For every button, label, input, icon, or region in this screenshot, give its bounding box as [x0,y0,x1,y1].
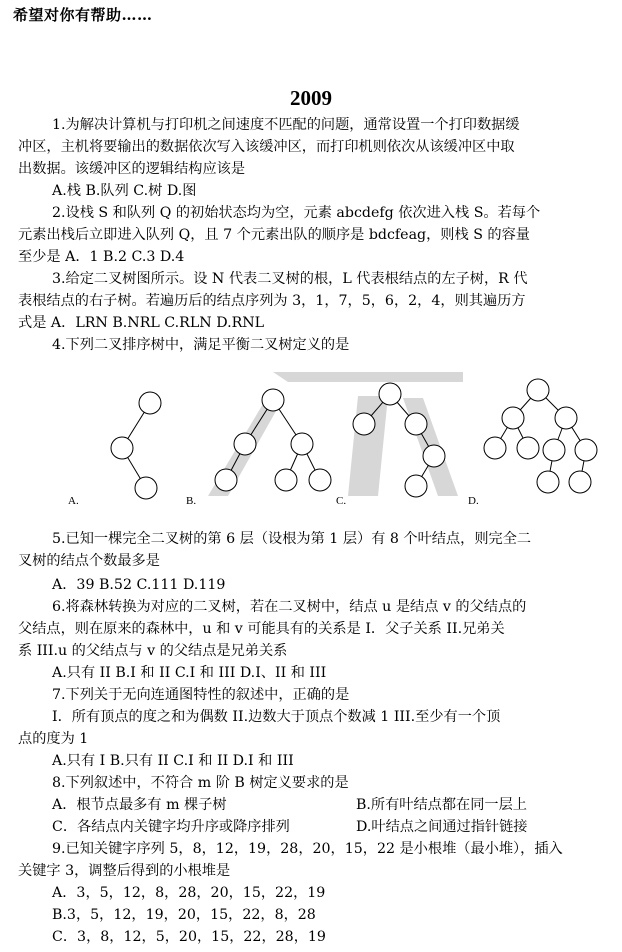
figure-label-d: D. [468,495,479,507]
exam-year-title: 2009 [290,86,332,110]
tree-b [215,389,331,491]
q6-line-2: 父结点，则在原来的森林中，u 和 v 可能具有的关系是 I．父子关系 II.兄弟关 [18,621,505,637]
q8-option-d: D.叶结点之间通过指针链接 [356,819,528,835]
q5-line-1: 5.已知一棵完全二叉树的第 6 层（设根为第 1 层）有 8 个叶结点，则完全二 [52,531,532,547]
tree-d [484,379,597,493]
q7-line-3: 点的度为 1 [18,731,89,747]
q9-line-2: 关键字 3，调整后得到的小根堆是 [18,863,231,879]
q3-line-1: 3.给定二叉树图所示。设 N 代表二叉树的根，L 代表根结点的左子树，R 代 [52,271,528,287]
q3-line-2: 表根结点的右子树。若遍历后的结点序列为 3，1，7，5，6，2，4，则其遍历方 [18,293,526,309]
figure-label-c: C. [336,495,347,507]
q8-line-1: 8.下列叙述中，不符合 m 阶 B 树定义要求的是 [52,775,349,791]
q2-line-2: 元素出栈后立即进入队列 Q，且 7 个元素出队的顺序是 bdcfeag，则栈 S 的容量 [18,227,530,243]
q1-line-1: 1.为解决计算机与打印机之间速度不匹配的问题，通常设置一个打印数据缓 [52,117,520,133]
q7-line-1: 7.下列关于无向连通图特性的叙述中，正确的是 [52,687,350,703]
q5-options: A．39 B.52 C.111 D.119 [52,577,226,593]
q9-option-a: A．3，5，12，8，28，20，15，22，19 [52,885,326,901]
q1-options: A.栈 B.队列 C.树 D.图 [52,183,197,199]
q9-line-1: 9.已知关键字序列 5，8，12，19，28，20，15，22 是小根堆（最小堆），插入 [52,841,563,857]
q9-option-b: B.3，5，12，19，20，15，22，8，28 [52,907,316,923]
q1-line-3: 出数据。该缓冲区的逻辑结构应该是 [18,161,246,177]
q6-line-3: 系 III.u 的父结点与 v 的父结点是兄弟关系 [18,643,288,659]
q2-line-1: 2.设栈 S 和队列 Q 的初始状态均为空，元素 abcdefg 依次进入栈 S。若每个 [52,205,541,221]
q4-figure [58,368,618,513]
page-header: 希望对你有帮助…… [13,6,153,24]
q8-option-b: B.所有叶结点都在同一层上 [356,797,527,813]
q7-line-2: I．所有顶点的度之和为偶数 II.边数大于顶点个数减 1 III.至少有一个顶 [52,709,501,725]
q6-options: A.只有 II B.I 和 II C.I 和 III D.I、II 和 III [52,665,327,681]
q2-line-3: 至少是 A．1 B.2 C.3 D.4 [18,249,185,265]
figure-label-a: A. [68,495,79,507]
q9-option-c: C．3，8，12，5，20，15，22，28，19 [52,929,326,945]
q5-line-2: 叉树的结点个数最多是 [18,553,160,569]
figure-label-b: B. [186,495,197,507]
q8-option-c: C．各结点内关键字均升序或降序排列 [52,819,290,835]
q6-line-1: 6.将森林转换为对应的二叉树，若在二叉树中，结点 u 是结点 v 的父结点的 [52,599,527,615]
tree-a [111,392,161,499]
q7-options: A.只有 I B.只有 II C.I 和 II D.I 和 III [52,753,294,769]
q4-line-1: 4.下列二叉排序树中，满足平衡二叉树定义的是 [52,337,350,353]
q1-line-2: 冲区，主机将要输出的数据依次写入该缓冲区，而打印机则依次从该缓冲区中取 [18,139,515,155]
q3-line-3: 式是 A．LRN B.NRL C.RLN D.RNL [18,315,265,331]
q8-option-a: A．根节点最多有 m 棵子树 [52,797,227,813]
